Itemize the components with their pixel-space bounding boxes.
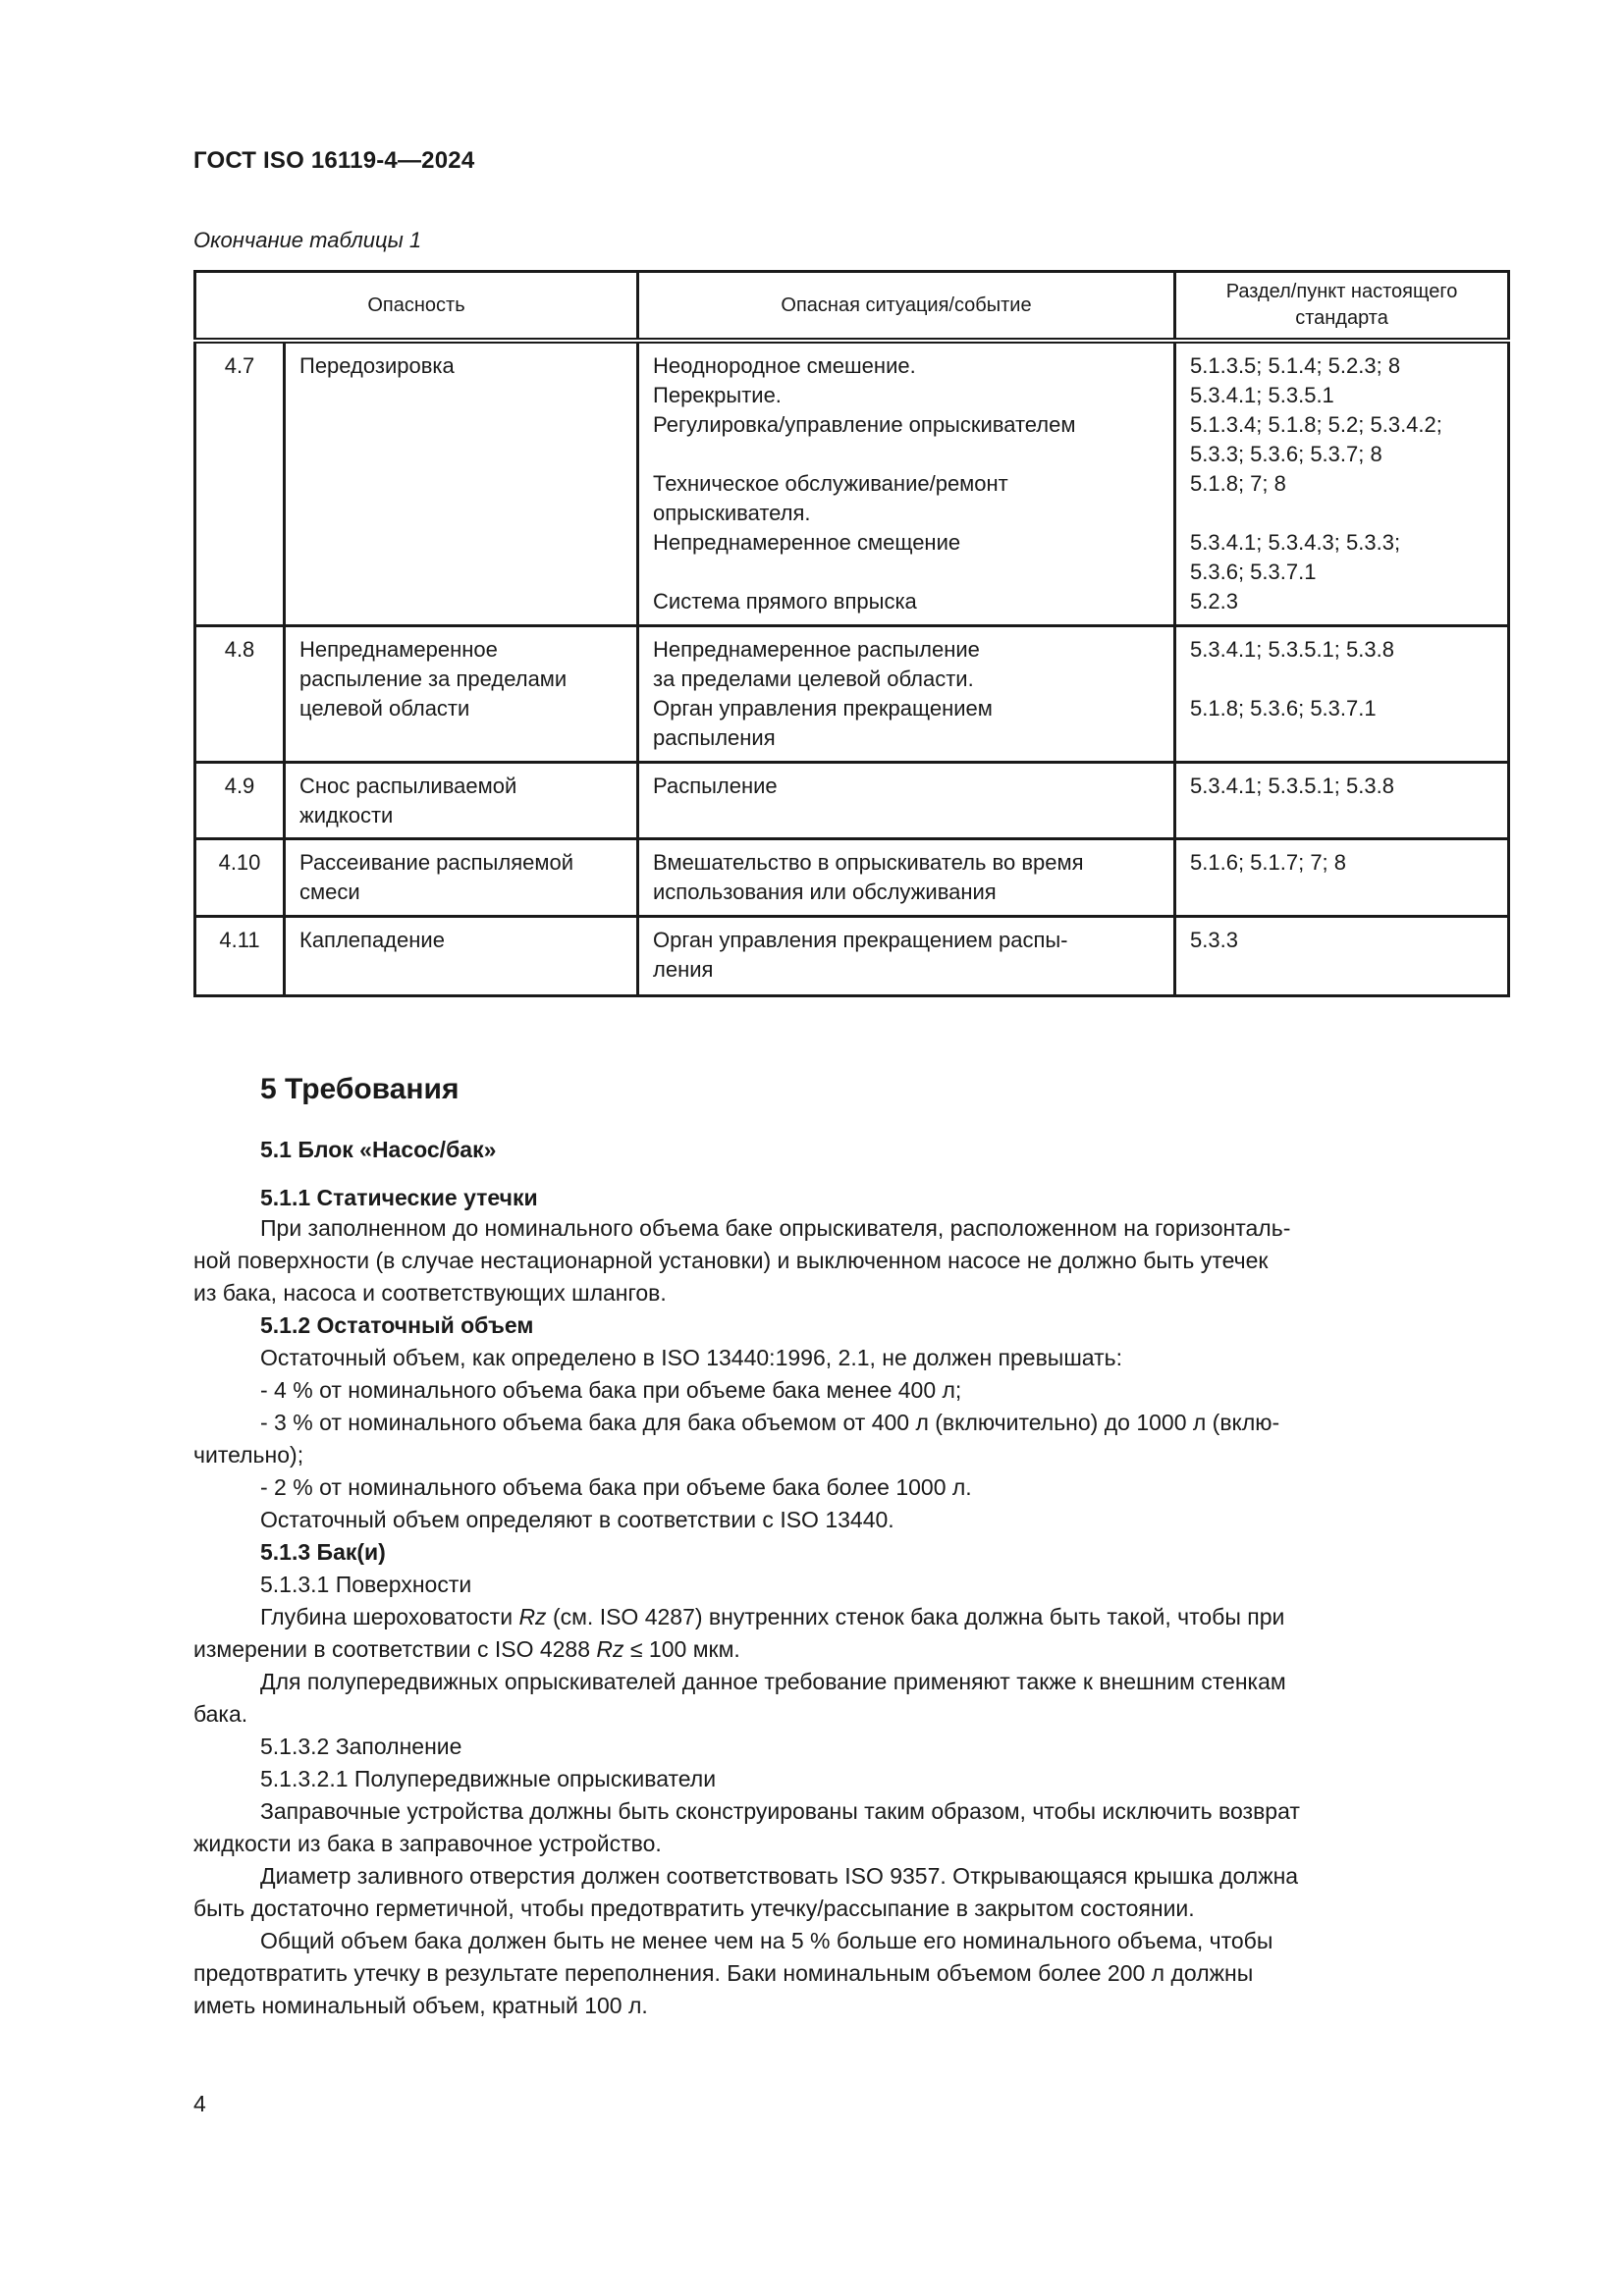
reference-cell: 5.3.3 — [1175, 916, 1509, 995]
paragraph: Общий объем бака должен быть не менее чем на 5 % больше его номинального объема, чтобы — [260, 1928, 1273, 1953]
hazard-table — [193, 270, 1510, 997]
situation-cell: Неоднородное смешение. Перекрытие. Регулировка/управление опрыскивателем Техническое обслуживание/ремонт опрыскивателя. Непреднамеренное смещение Система прямого впрыска — [638, 341, 1175, 625]
section-5-heading: 5 Требования — [260, 1073, 460, 1105]
table-row — [195, 916, 1509, 995]
section-5-1-3-heading: 5.1.3 Бак(и) — [260, 1539, 386, 1565]
document-code: ГОСТ ISO 16119-4—2024 — [193, 147, 475, 174]
column-header-hazard: Опасность — [195, 272, 638, 342]
row-number: 4.10 — [195, 838, 285, 916]
paragraph-continuation: измерении в соответствии с ISO 4288 Rz ≤ 100 мкм. — [193, 1636, 740, 1662]
section-5-1-3-2-heading: 5.1.3.2 Заполнение — [260, 1734, 462, 1759]
paragraph: Глубина шероховатости Rz (см. ISO 4287) внутренних стенок бака должна быть такой, чтобы при — [260, 1604, 1285, 1629]
page-number: 4 — [193, 2091, 206, 2116]
reference-cell: 5.3.4.1; 5.3.5.1; 5.3.8 — [1175, 762, 1509, 838]
paragraph: Остаточный объем, как определено в ISO 13440:1996, 2.1, не должен превышать: — [260, 1345, 1122, 1370]
section-5-1-2-heading: 5.1.2 Остаточный объем — [260, 1312, 534, 1338]
situation-cell: Орган управления прекращением распы- ления — [638, 916, 1175, 995]
paragraph: Заправочные устройства должны быть сконструированы таким образом, чтобы исключить возврат — [260, 1798, 1300, 1824]
list-item: - 2 % от номинального объема бака при объеме бака более 1000 л. — [260, 1474, 972, 1500]
situation-cell: Вмешательство в опрыскиватель во время использования или обслуживания — [638, 838, 1175, 916]
table-caption: Окончание таблицы 1 — [193, 228, 422, 252]
table-row — [195, 838, 1509, 916]
row-number: 4.11 — [195, 916, 285, 995]
paragraph: Для полупередвижных опрыскивателей данное требование применяют также к внешним стенкам — [260, 1669, 1286, 1694]
hazard-cell: Непреднамеренное распыление за пределами целевой области — [285, 625, 638, 762]
table-header-row — [195, 272, 1509, 342]
row-number: 4.9 — [195, 762, 285, 838]
paragraph: Остаточный объем определяют в соответствии с ISO 13440. — [260, 1507, 894, 1532]
table-row — [195, 341, 1509, 625]
situation-cell: Непреднамеренное распыление за пределами целевой области. Орган управления прекращением распыления — [638, 625, 1175, 762]
reference-cell: 5.1.3.5; 5.1.4; 5.2.3; 8 5.3.4.1; 5.3.5.1 5.1.3.4; 5.1.8; 5.2; 5.3.4.2; 5.3.3; 5.3.6; 5.3.7; 8 5.1.8; 7; 8 5.3.4.1; 5.3.4.3; 5.3.3; 5.3.6; 5.3.7.1 5.2.3 — [1175, 341, 1509, 625]
paragraph: При заполненном до номинального объема баке опрыскивателя, расположенном на горизонталь- ной поверхности (в случае нестационарной установки) и выключенном насосе не должно быть утечек из бака, насоса и соответствующих шлангов. — [193, 1215, 1291, 1306]
column-header-reference: Раздел/пункт настоящего стандарта — [1175, 272, 1509, 342]
paragraph-continuation: бака. — [193, 1701, 248, 1727]
section-5-1-3-2-1-heading: 5.1.3.2.1 Полупередвижные опрыскиватели — [260, 1766, 717, 1791]
list-item: - 3 % от номинального объема бака для бака объемом от 400 л (включительно) до 1000 л (вклю- — [260, 1410, 1280, 1435]
list-item-continuation: чительно); — [193, 1442, 304, 1468]
row-number: 4.7 — [195, 341, 285, 625]
reference-cell: 5.3.4.1; 5.3.5.1; 5.3.8 5.1.8; 5.3.6; 5.3.7.1 — [1175, 625, 1509, 762]
hazard-cell: Передозировка — [285, 341, 638, 625]
hazard-cell: Каплепадение — [285, 916, 638, 995]
section-5-1-1-heading: 5.1.1 Статические утечки — [260, 1185, 538, 1210]
reference-cell: 5.1.6; 5.1.7; 7; 8 — [1175, 838, 1509, 916]
hazard-cell: Снос распыливаемой жидкости — [285, 762, 638, 838]
row-number: 4.8 — [195, 625, 285, 762]
paragraph: Диаметр заливного отверстия должен соответствовать ISO 9357. Открывающаяся крышка должна — [260, 1863, 1299, 1889]
section-5-1-heading: 5.1 Блок «Насос/бак» — [260, 1137, 497, 1162]
table-row — [195, 625, 1509, 762]
column-header-situation: Опасная ситуация/событие — [638, 272, 1175, 342]
situation-cell: Распыление — [638, 762, 1175, 838]
list-item: - 4 % от номинального объема бака при объеме бака менее 400 л; — [260, 1377, 962, 1403]
section-5-1-3-1-heading: 5.1.3.1 Поверхности — [260, 1572, 472, 1597]
hazard-cell: Рассеивание распыляемой смеси — [285, 838, 638, 916]
section-5-1-1-body: При заполненном до номинального объема баке опрыскивателя, расположенном на горизонталь- ной поверхности (в случае нестационарной установки) и выключенном насосе не должно быть утечек из бака, насоса и соответствующих шлангов. 5.1.2 Остаточный объем Остаточный объем, как определено в ISO 13440:1996, 2.1, не должен превышать: - 4 % от номинального объема бака при объеме бака менее 400 л; - 3 % от номинального объема бака для бака объемом от 400 л (включительно) до 1000 л (вклю- чительно); - 2 % от номинального объема бака при объеме бака более 1000 л. Остаточный объем определяют в соответствии с ISO 13440. 5.1.3 Бак(и) 5.1.3.1 Поверхности Глубина шероховатости Rz (см. ISO 4287) внутренних стенок бака должна быть такой, чтобы при измерении в соответствии с ISO 4288 Rz ≤ 100 мкм. Для полупередвижных опрыскивателей данное требование применяют также к внешним стенкам бака. 5.1.3.2 Заполнение 5.1.3.2.1 Полупередвижные опрыскиватели Заправочные устройства должны быть сконструированы таким образом, чтобы исключить возврат жидкости из бака в заправочное устройство. Диаметр заливного отверстия должен соответствовать ISO 9357. Открывающаяся крышка должна быть достаточно герметичной, чтобы предотвратить утечку/рассыпание в закрытом состоянии. Общий объем бака должен быть не менее чем на 5 % больше его номинального объема, чтобы предотвратить утечку в результате переполнения. Баки номинальным объемом более 200 л должны иметь номинальный объем, кратный 100 л. — [193, 1212, 1507, 2022]
table-row — [195, 762, 1509, 838]
